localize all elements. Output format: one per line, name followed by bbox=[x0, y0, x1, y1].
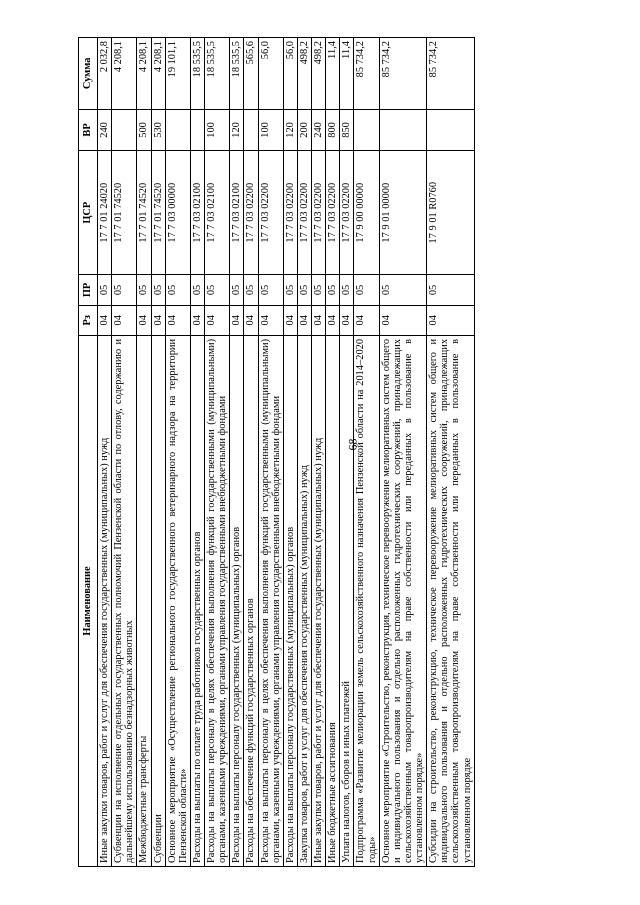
cell-csr: 17 7 03 02200 bbox=[244, 151, 258, 275]
cell-name: Подпрограмма «Развитие мелиорации земель сельскохозяйственного назначения Пензенской области на 2014–2020 годы» bbox=[354, 335, 379, 866]
cell-pr: 05 bbox=[112, 275, 137, 305]
cell-name: Субвенции на исполнение отдельных государственных полномочий Пензенской области по отлову, содержанию и дальнейшему использованию безнадзорных животных bbox=[112, 335, 137, 866]
cell-name: Расходы на выплаты по оплате труда работников государственных органов bbox=[190, 335, 204, 866]
cell-vr bbox=[165, 109, 190, 150]
cell-name: Субвенции bbox=[151, 335, 165, 866]
cell-name: Иные бюджетные ассигнования bbox=[326, 335, 340, 866]
cell-rz: 04 bbox=[230, 305, 244, 335]
cell-csr: 17 7 01 74520 bbox=[137, 151, 151, 275]
cell-pr: 05 bbox=[340, 275, 354, 305]
cell-pr: 05 bbox=[205, 275, 230, 305]
header-name: Наименование bbox=[79, 335, 98, 866]
table-row bbox=[205, 38, 230, 867]
cell-csr: 17 9 01 00000 bbox=[379, 151, 427, 275]
table-body bbox=[98, 38, 475, 867]
cell-csr: 17 7 01 74520 bbox=[151, 151, 165, 275]
cell-sum: 498,2 bbox=[297, 38, 311, 110]
cell-name: Расходы на выплаты персоналу государственных (муниципальных) органов bbox=[230, 335, 244, 866]
cell-sum: 18 535,5 bbox=[205, 38, 230, 110]
cell-rz: 04 bbox=[427, 305, 475, 335]
cell-name: Расходы на выплаты персоналу государственных (муниципальных) органов bbox=[283, 335, 297, 866]
table-row bbox=[427, 38, 475, 867]
cell-pr: 05 bbox=[258, 275, 283, 305]
cell-name: Основное мероприятие «Осуществление регионального государственного ветеринарного надзора на территории Пензенской области» bbox=[165, 335, 190, 866]
cell-rz: 04 bbox=[326, 305, 340, 335]
cell-pr: 05 bbox=[98, 275, 112, 305]
cell-rz: 04 bbox=[312, 305, 326, 335]
cell-sum: 18 535,5 bbox=[230, 38, 244, 110]
cell-name: Иные закупки товаров, работ и услуг для обеспечения государственных (муниципальных) нужд bbox=[312, 335, 326, 866]
cell-rz: 04 bbox=[244, 305, 258, 335]
cell-sum: 85 734,2 bbox=[379, 38, 427, 110]
cell-sum: 11,4 bbox=[340, 38, 354, 110]
cell-csr: 17 7 03 02200 bbox=[326, 151, 340, 275]
cell-vr: 530 bbox=[151, 109, 165, 150]
cell-csr: 17 7 03 02100 bbox=[230, 151, 244, 275]
cell-csr: 17 7 03 02200 bbox=[340, 151, 354, 275]
cell-vr bbox=[190, 109, 204, 150]
cell-pr: 05 bbox=[427, 275, 475, 305]
cell-vr bbox=[244, 109, 258, 150]
cell-csr: 17 7 03 02200 bbox=[297, 151, 311, 275]
cell-pr: 05 bbox=[137, 275, 151, 305]
table-row bbox=[340, 38, 354, 867]
cell-vr: 100 bbox=[258, 109, 283, 150]
cell-vr: 120 bbox=[230, 109, 244, 150]
cell-vr: 800 bbox=[326, 109, 340, 150]
table-header-row bbox=[79, 38, 98, 867]
table-row bbox=[190, 38, 204, 867]
cell-name: Расходы на выплаты персоналу в целях обеспечения выполнения функций государственными (муниципальными) органами, казенными учреждениями, органами управления государственными внебюджетными фондами bbox=[258, 335, 283, 866]
cell-rz: 04 bbox=[258, 305, 283, 335]
cell-csr: 17 7 03 02100 bbox=[205, 151, 230, 275]
cell-csr: 17 7 01 24020 bbox=[98, 151, 112, 275]
cell-vr bbox=[354, 109, 379, 150]
cell-rz: 04 bbox=[165, 305, 190, 335]
cell-rz: 04 bbox=[112, 305, 137, 335]
cell-name: Межбюджетные трансферты bbox=[137, 335, 151, 866]
header-vr: ВР bbox=[79, 109, 98, 150]
cell-rz: 04 bbox=[354, 305, 379, 335]
cell-rz: 04 bbox=[190, 305, 204, 335]
page-number: 68 bbox=[345, 438, 360, 451]
table-row bbox=[244, 38, 258, 867]
cell-pr: 05 bbox=[230, 275, 244, 305]
cell-rz: 04 bbox=[205, 305, 230, 335]
cell-sum: 18 535,5 bbox=[190, 38, 204, 110]
cell-csr: 17 7 03 02200 bbox=[283, 151, 297, 275]
header-pr: ПР bbox=[79, 275, 98, 305]
cell-sum: 4 208,1 bbox=[112, 38, 137, 110]
cell-name: Расходы на выплаты персоналу в целях обеспечения выполнения функций государственными (муниципальными) органами, казенными учреждениями, органами управления государственными внебюджетными фондами bbox=[205, 335, 230, 866]
table-row bbox=[151, 38, 165, 867]
cell-csr: 17 7 03 02100 bbox=[190, 151, 204, 275]
cell-pr: 05 bbox=[190, 275, 204, 305]
table-row bbox=[379, 38, 427, 867]
cell-vr bbox=[427, 109, 475, 150]
cell-sum: 498,2 bbox=[312, 38, 326, 110]
cell-sum: 4 208,1 bbox=[137, 38, 151, 110]
cell-rz: 04 bbox=[283, 305, 297, 335]
header-csr: ЦСР bbox=[79, 151, 98, 275]
cell-vr bbox=[112, 109, 137, 150]
cell-csr: 17 7 03 02200 bbox=[258, 151, 283, 275]
rotated-page-content bbox=[78, 37, 578, 867]
cell-name: Уплата налогов, сборов и иных платежей bbox=[340, 335, 354, 866]
cell-rz: 04 bbox=[340, 305, 354, 335]
cell-csr: 17 7 03 02200 bbox=[312, 151, 326, 275]
cell-vr: 240 bbox=[98, 109, 112, 150]
cell-name: Расходы на обеспечение функций государственных органов bbox=[244, 335, 258, 866]
cell-sum: 56,0 bbox=[283, 38, 297, 110]
cell-pr: 05 bbox=[165, 275, 190, 305]
cell-sum: 56,0 bbox=[258, 38, 283, 110]
cell-name: Закупка товаров, работ и услуг для обеспечения государственных (муниципальных) нужд bbox=[297, 335, 311, 866]
cell-sum: 85 734,2 bbox=[427, 38, 475, 110]
table-row bbox=[354, 38, 379, 867]
cell-csr: 17 9 01 R0760 bbox=[427, 151, 475, 275]
cell-pr: 05 bbox=[354, 275, 379, 305]
cell-vr: 850 bbox=[340, 109, 354, 150]
table-row bbox=[230, 38, 244, 867]
budget-table bbox=[78, 37, 475, 867]
cell-rz: 04 bbox=[297, 305, 311, 335]
cell-csr: 17 7 03 00000 bbox=[165, 151, 190, 275]
table-row bbox=[165, 38, 190, 867]
cell-pr: 05 bbox=[312, 275, 326, 305]
cell-vr: 120 bbox=[283, 109, 297, 150]
cell-sum: 2 032,8 bbox=[98, 38, 112, 110]
cell-pr: 05 bbox=[244, 275, 258, 305]
table-row bbox=[112, 38, 137, 867]
cell-vr bbox=[379, 109, 427, 150]
cell-rz: 04 bbox=[98, 305, 112, 335]
cell-rz: 04 bbox=[379, 305, 427, 335]
cell-pr: 05 bbox=[283, 275, 297, 305]
cell-csr: 17 9 00 00000 bbox=[354, 151, 379, 275]
cell-sum: 11,4 bbox=[326, 38, 340, 110]
table-row bbox=[258, 38, 283, 867]
table-row bbox=[297, 38, 311, 867]
cell-pr: 05 bbox=[151, 275, 165, 305]
cell-pr: 05 bbox=[326, 275, 340, 305]
table-row bbox=[283, 38, 297, 867]
cell-vr: 200 bbox=[297, 109, 311, 150]
header-rz: Рз bbox=[79, 305, 98, 335]
cell-vr: 500 bbox=[137, 109, 151, 150]
cell-rz: 04 bbox=[137, 305, 151, 335]
cell-rz: 04 bbox=[151, 305, 165, 335]
cell-pr: 05 bbox=[297, 275, 311, 305]
cell-name: Иные закупки товаров, работ и услуг для обеспечения государственных (муниципальных) нужд bbox=[98, 335, 112, 866]
cell-name: Субсидии на строительство, реконструкцию, техническое перевооружение мелиоративных систем общего и индивидуального пользования и отдельно расположенных гидротехнических сооружений, принадлежащих сельскохозяйственным товаропроизводителям на праве собственности или переданных в пользование в установленном порядке bbox=[427, 335, 475, 866]
cell-sum: 4 208,1 bbox=[151, 38, 165, 110]
cell-sum: 85 734,2 bbox=[354, 38, 379, 110]
cell-sum: 565,6 bbox=[244, 38, 258, 110]
cell-csr: 17 7 01 74520 bbox=[112, 151, 137, 275]
table-row bbox=[137, 38, 151, 867]
table-row bbox=[326, 38, 340, 867]
table-row bbox=[312, 38, 326, 867]
cell-pr: 05 bbox=[379, 275, 427, 305]
table-row bbox=[98, 38, 112, 867]
cell-vr: 240 bbox=[312, 109, 326, 150]
cell-vr: 100 bbox=[205, 109, 230, 150]
header-sum: Сумма bbox=[79, 38, 98, 110]
cell-sum: 19 101,1 bbox=[165, 38, 190, 110]
cell-name: Основное мероприятие «Строительство, реконструкция, техническое перевооружение мелиоративных систем общего и индивидуального пользования и отдельно расположенных гидротехнических сооружений, принадлежащих сельскохозяйственным товаропроизводителям на праве собственности или переданных в пользование в установленном порядке» bbox=[379, 335, 427, 866]
